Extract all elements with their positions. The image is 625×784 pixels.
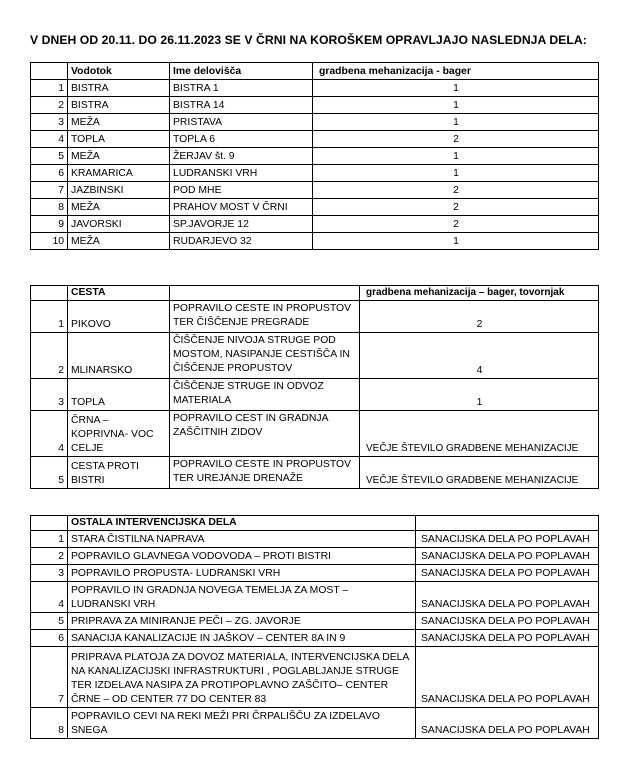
table-row	[31, 708, 599, 739]
delovisce-cell: TOPLA 6	[170, 131, 313, 148]
header-ostala-dela: OSTALA INTERVENCIJSKA DELA	[68, 516, 416, 531]
header-mehanizacija: gradbena mehanizacija - bager	[313, 63, 599, 80]
bager-count-cell: 1	[313, 165, 599, 182]
opis-cell	[170, 411, 360, 457]
bager-count-cell: 1	[313, 233, 599, 250]
header-cell	[31, 516, 68, 531]
table-row	[31, 548, 599, 565]
table-row	[31, 131, 599, 148]
opis-line: POPRAVILO IN GRADNJA NOVEGA TEMELJA ZA MOST –	[71, 585, 349, 596]
cesta-line: CELJE	[71, 443, 104, 454]
table-intervencije	[30, 515, 599, 739]
page-title: V DNEH OD 20.11. DO 26.11.2023 SE V ČRNI NA KOROŠKEM OPRAVLJAJO NASLEDNJA DELA:	[30, 33, 587, 47]
opis-cell	[170, 457, 360, 489]
table-row	[31, 333, 599, 379]
opis-cell	[68, 548, 416, 565]
opis-line: LUDRANSKI VRH	[71, 599, 156, 610]
delovisce-cell: RUDARJEVO 32	[170, 233, 313, 250]
table-row	[31, 199, 599, 216]
opis-cell	[170, 379, 360, 411]
row-number: 5	[31, 148, 68, 165]
row-number: 5	[31, 613, 68, 630]
header-cell	[31, 286, 68, 301]
vodotok-cell: JAZBINSKI	[68, 182, 170, 199]
row-number: 8	[31, 708, 68, 739]
opis-line: MOSTOM, NASIPANJE CESTIŠČA IN	[173, 349, 350, 360]
bager-count-cell: 1	[313, 148, 599, 165]
table-header-row	[31, 286, 599, 301]
status-cell: SANACIJSKA DELA PO POPLAVAH	[416, 708, 599, 739]
table-row	[31, 457, 599, 489]
row-number: 9	[31, 216, 68, 233]
table-row	[31, 613, 599, 630]
row-number: 6	[31, 630, 68, 647]
header-vodotok: Vodotok	[68, 63, 170, 80]
table-row	[31, 565, 599, 582]
table-row	[31, 182, 599, 199]
status-cell: SANACIJSKA DELA PO POPLAVAH	[416, 531, 599, 548]
opis-line: POPRAVILO CESTE IN PROPUSTOV	[173, 459, 352, 470]
row-number: 1	[31, 531, 68, 548]
row-number: 4	[31, 582, 68, 613]
vodotok-cell: MEŽA	[68, 114, 170, 131]
delovisce-cell: POD MHE	[170, 182, 313, 199]
table-row	[31, 114, 599, 131]
opis-cell	[170, 333, 360, 379]
cesta-line: TOPLA	[71, 397, 105, 408]
cesta-cell	[68, 411, 170, 457]
table-header-row	[31, 516, 599, 531]
row-number: 7	[31, 182, 68, 199]
bager-count-cell: 2	[313, 199, 599, 216]
mehanizacija-cell: 4	[360, 333, 599, 379]
opis-cell	[68, 565, 416, 582]
bager-count-cell: 2	[313, 182, 599, 199]
opis-cell	[170, 301, 360, 333]
mehanizacija-cell: VEČJE ŠTEVILO GRADBENE MEHANIZACIJE	[360, 411, 599, 457]
row-number: 7	[31, 647, 68, 708]
cesta-line: CESTA PROTI	[71, 461, 139, 472]
status-cell: SANACIJSKA DELA PO POPLAVAH	[416, 613, 599, 630]
opis-line: ZAŠČITNIH ZIDOV	[173, 427, 263, 438]
vodotok-cell: KRAMARICA	[68, 165, 170, 182]
cesta-cell	[68, 457, 170, 489]
header-ime-delovisca: Ime delovišča	[170, 63, 313, 80]
delovisce-cell: PRAHOV MOST V ČRNI	[170, 199, 313, 216]
header-cell	[416, 516, 599, 531]
opis-line: ČIŠČENJE NIVOJA STRUGE POD	[173, 335, 336, 346]
opis-line: MATERIALA	[173, 395, 232, 406]
opis-cell	[68, 647, 416, 708]
header-mehanizacija: gradbena mehanizacija – bager, tovornjak	[360, 286, 599, 301]
opis-line: NA KANALIZACIJSKI INFRASTRUKTURI , POGLABLJANJE STRUGE	[71, 666, 399, 677]
cesta-line: KOPRIVNA- VOC	[71, 429, 154, 440]
opis-line: STARA ČISTILNA NAPRAVA	[71, 534, 205, 545]
cesta-line: BISTRI	[71, 475, 105, 486]
vodotok-cell: TOPLA	[68, 131, 170, 148]
mehanizacija-cell: 1	[360, 379, 599, 411]
status-cell: SANACIJSKA DELA PO POPLAVAH	[416, 647, 599, 708]
opis-line: ČIŠČENJE STRUGE IN ODVOZ	[173, 381, 324, 392]
table-row	[31, 148, 599, 165]
row-number: 1	[31, 301, 68, 333]
opis-cell	[68, 613, 416, 630]
row-number: 3	[31, 379, 68, 411]
vodotok-cell: MEŽA	[68, 233, 170, 250]
bager-count-cell: 2	[313, 131, 599, 148]
row-number: 5	[31, 457, 68, 489]
cesta-cell	[68, 379, 170, 411]
vodotok-cell: BISTRA	[68, 80, 170, 97]
opis-line: PRIPRAVA ZA MINIRANJE PEČI – ZG. JAVORJE	[71, 616, 301, 627]
delovisce-cell: LUDRANSKI VRH	[170, 165, 313, 182]
table-header-row	[31, 63, 599, 80]
vodotok-cell: MEŽA	[68, 148, 170, 165]
table-row	[31, 582, 599, 613]
table-row	[31, 379, 599, 411]
delovisce-cell: PRISTAVA	[170, 114, 313, 131]
bager-count-cell: 1	[313, 97, 599, 114]
table-row	[31, 531, 599, 548]
row-number: 2	[31, 548, 68, 565]
row-number: 4	[31, 131, 68, 148]
opis-line: ČIŠČENJE PROPUSTOV	[173, 363, 293, 374]
bager-count-cell: 2	[313, 216, 599, 233]
opis-line: ČRNE – OD CENTER 77 DO CENTER 83	[71, 694, 267, 705]
status-cell: SANACIJSKA DELA PO POPLAVAH	[416, 565, 599, 582]
mehanizacija-cell: VEČJE ŠTEVILO GRADBENE MEHANIZACIJE	[360, 457, 599, 489]
row-number: 6	[31, 165, 68, 182]
cesta-cell	[68, 333, 170, 379]
delovisce-cell: BISTRA 14	[170, 97, 313, 114]
delovisce-cell: ŽERJAV št. 9	[170, 148, 313, 165]
row-number: 4	[31, 411, 68, 457]
cesta-line: MLINARSKO	[71, 365, 133, 376]
vodotok-cell: JAVORSKI	[68, 216, 170, 233]
opis-line: SNEGA	[71, 725, 108, 736]
opis-line: POPRAVILO GLAVNEGA VODOVODA – PROTI BISTRI	[71, 551, 332, 562]
vodotok-cell: BISTRA	[68, 97, 170, 114]
bager-count-cell: 1	[313, 80, 599, 97]
table-ceste	[30, 285, 599, 489]
opis-line: TER UREJANJE DRENAŽE	[173, 473, 303, 484]
row-number: 1	[31, 80, 68, 97]
opis-cell	[68, 531, 416, 548]
header-cesta: CESTA	[68, 286, 170, 301]
row-number: 8	[31, 199, 68, 216]
opis-cell	[68, 630, 416, 647]
vodotok-cell: MEŽA	[68, 199, 170, 216]
header-cell	[170, 286, 360, 301]
status-cell: SANACIJSKA DELA PO POPLAVAH	[416, 630, 599, 647]
row-number: 2	[31, 333, 68, 379]
bager-count-cell: 1	[313, 114, 599, 131]
opis-line: POPRAVILO CEVI NA REKI MEŽI PRI ČRPALIŠČU ZA IZDELAVO	[71, 711, 380, 722]
mehanizacija-cell: 2	[360, 301, 599, 333]
opis-line: TER IZDELAVA NASIPA ZA PROTIPOPLAVNO ZAŠČITO– CENTER	[71, 680, 389, 691]
table-row	[31, 647, 599, 708]
status-cell: SANACIJSKA DELA PO POPLAVAH	[416, 548, 599, 565]
cesta-cell	[68, 301, 170, 333]
table-row	[31, 233, 599, 250]
status-cell: SANACIJSKA DELA PO POPLAVAH	[416, 582, 599, 613]
opis-line: POPRAVILO CEST IN GRADNJA	[173, 413, 329, 424]
table-row	[31, 301, 599, 333]
opis-line: TER ČIŠČENJE PREGRADE	[173, 317, 310, 328]
opis-line: POPRAVILO CESTE IN PROPUSTOV	[173, 303, 352, 314]
cesta-line: PIKOVO	[71, 319, 111, 330]
header-cell	[31, 63, 68, 80]
table-row	[31, 97, 599, 114]
row-number: 3	[31, 565, 68, 582]
delovisce-cell: BISTRA 1	[170, 80, 313, 97]
cesta-line: ČRNA –	[71, 415, 109, 426]
row-number: 10	[31, 233, 68, 250]
table-row	[31, 411, 599, 457]
table-row	[31, 216, 599, 233]
delovisce-cell: SP.JAVORJE 12	[170, 216, 313, 233]
row-number: 3	[31, 114, 68, 131]
table-row	[31, 165, 599, 182]
opis-cell	[68, 582, 416, 613]
opis-line: SANACIJA KANALIZACIJE IN JAŠKOV – CENTER 8A IN 9	[71, 633, 346, 644]
row-number: 2	[31, 97, 68, 114]
opis-cell	[68, 708, 416, 739]
opis-line: PRIPRAVA PLATOJA ZA DOVOZ MATERIALA, INTERVENCIJSKA DELA	[71, 652, 410, 663]
table-row	[31, 80, 599, 97]
table-row	[31, 630, 599, 647]
opis-line: POPRAVILO PROPUSTA- LUDRANSKI VRH	[71, 568, 281, 579]
table-vodotoki	[30, 62, 599, 250]
